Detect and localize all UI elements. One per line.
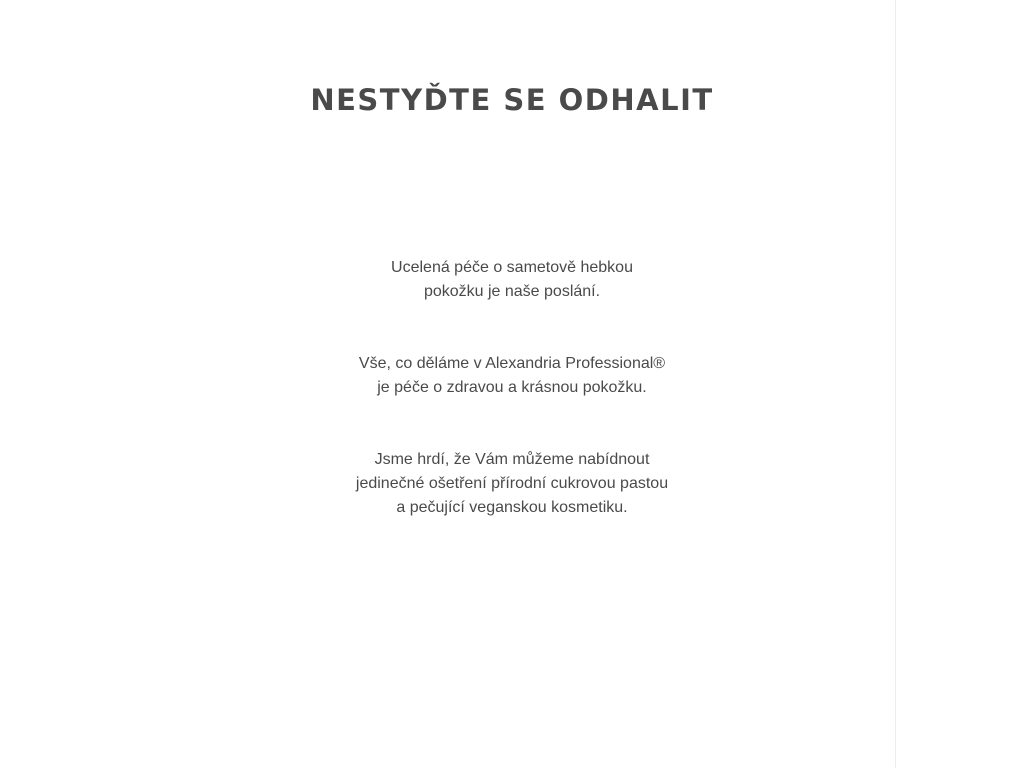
right-divider — [895, 0, 896, 768]
paragraph-line: Vše, co děláme v Alexandria Professional® — [358, 355, 666, 372]
paragraph-line: Jsme hrdí, že Vám můžeme nabídnout — [374, 451, 650, 468]
paragraph-line: pokožku je naše poslání. — [423, 283, 601, 300]
paragraph-line: je péče o zdravou a krásnou pokožku. — [377, 379, 647, 396]
intro-paragraph-offer — [0, 448, 1024, 520]
intro-paragraph-mission — [0, 256, 1024, 304]
page-title: NESTYĎTE SE ODHALIT — [310, 83, 714, 117]
intro-paragraph-brand — [0, 352, 1024, 400]
paragraph-line: a pečující veganskou kosmetiku. — [396, 499, 628, 516]
paragraph-line: Ucelená péče o sametově hebkou — [391, 259, 633, 276]
paragraph-line: jedinečné ošetření přírodní cukrovou pastou — [355, 475, 669, 492]
